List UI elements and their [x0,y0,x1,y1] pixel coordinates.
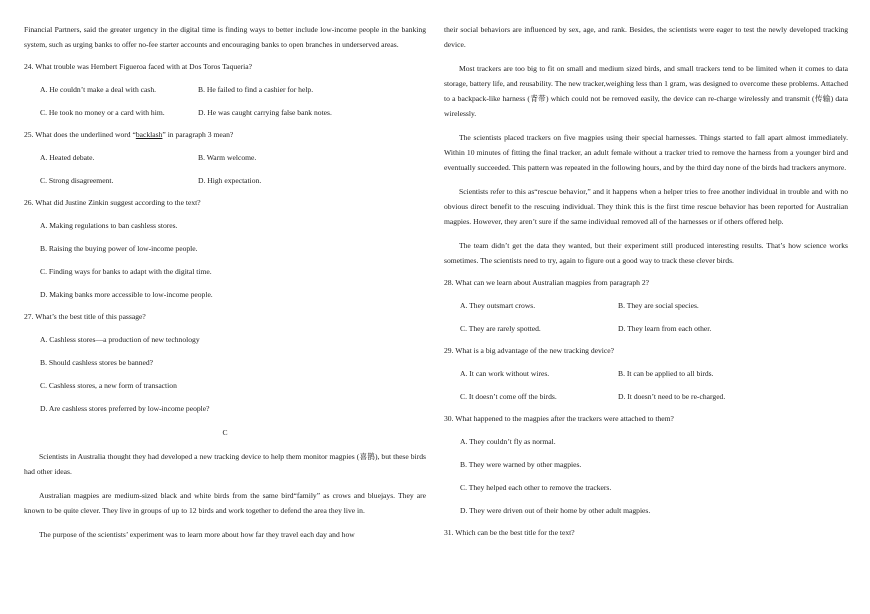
passage-c-paragraph-2: Australian magpies are medium-sized black and white birds from the same bird“family” as crows and bluejays. They are known to be quite clever. They live in groups of up to 12 birds and work together to defend the area they live in. [24,491,426,515]
q28-options-row-1 [444,298,848,313]
q30-option-a[interactable]: A. They couldn’t fly as normal. [460,437,556,446]
passage-c-paragraph-3-continued: their social behaviors are influenced by sex, age, and rank. Besides, the scientists were eager to test the newly developed tracking device. [444,25,848,49]
passage-c-paragraph-7: The team didn’t get the data they wanted, but their experiment still produced interesting results. That’s how science works sometimes. The scientists need to try, again to figure out a good way to track these clever birds. [444,241,848,265]
passage-c-paragraph-3: The purpose of the scientists’ experiment was to learn more about how far they travel each day and how [39,530,355,539]
q24-option-c[interactable]: C. He took no money or a card with him. [40,108,165,117]
q26-option-b[interactable]: B. Raising the buying power of low-income people. [40,244,198,253]
q25-option-c[interactable]: C. Strong disagreement. [40,176,114,185]
q30-option-b[interactable]: B. They were warned by other magpies. [460,460,582,469]
q25-options-row-2 [24,173,426,188]
q28-option-a[interactable]: A. They outsmart crows. [460,301,536,310]
q26-option-c[interactable]: C. Finding ways for banks to adapt with the digital time. [40,267,212,276]
q29-options-row-1 [444,366,848,381]
q25-options-row-1 [24,150,426,165]
q30-option-c[interactable]: C. They helped each other to remove the trackers. [460,483,612,492]
question-27: 27. What’s the best title of this passage? [24,312,146,321]
q30-option-d[interactable]: D. They were driven out of their home by other adult magpies. [460,506,651,515]
passage-c-paragraph-6: Scientists refer to this as“rescue behavior,” and it happens when a helper tries to free another individual in trouble and with no obvious direct benefit to the rescuing individual. They think this is the first time rescue behavior has been reported for Australian magpies. However, they aren’t sure if the same individual removed all of the harnesses or if others offered help. [444,187,848,226]
q28-option-c[interactable]: C. They are rarely spotted. [460,324,541,333]
q24-option-b[interactable]: B. He failed to find a cashier for help. [198,85,314,94]
q29-option-c[interactable]: C. It doesn’t come off the birds. [460,392,557,401]
intro-paragraph: Financial Partners, said the greater urgency in the digital time is finding ways to better include low-income people in the banking system, such as urging banks to offer no-fee starter accounts and encouraging banks to open branches in underserved areas. [24,25,426,49]
q29-options-row-2 [444,389,848,404]
q24-options-row-2 [24,105,426,120]
q24-option-a[interactable]: A. He couldn’t make a deal with cash. [40,85,157,94]
right-column [444,22,848,540]
question-26: 26. What did Justine Zinkin suggest according to the text? [24,198,201,207]
q24-option-d[interactable]: D. He was caught carrying false bank notes. [198,108,332,117]
q29-option-a[interactable]: A. It can work without wires. [460,369,550,378]
q24-options-row-1 [24,82,426,97]
passage-c-paragraph-4: Most trackers are too big to fit on small and medium sized birds, and small trackers tend to be limited when it comes to data storage, battery life, and reusability. The new tracker,weighing less than 1 gram, was designed to overcome these problems. Attached to a backpack-like harness (背带) which could not be removed easily, the device can re-charge wirelessly and transmit (传输) data wirelessly. [444,64,848,118]
passage-c-paragraph-1: Scientists in Australia thought they had developed a new tracking device to help them monitor magpies (喜鹊), but these birds had other ideas. [24,452,426,476]
q27-option-c[interactable]: C. Cashless stores, a new form of transaction [40,381,177,390]
question-28: 28. What can we learn about Australian magpies from paragraph 2? [444,278,650,287]
question-24: 24. What trouble was Hembert Figueroa faced with at Dos Toros Taqueria? [24,62,252,71]
question-30: 30. What happened to the magpies after the trackers were attached to them? [444,414,674,423]
q28-option-d[interactable]: D. They learn from each other. [618,324,712,333]
question-25: 25. What does the underlined word “backlash” in paragraph 3 mean? [24,130,234,139]
question-29: 29. What is a big advantage of the new tracking device? [444,346,615,355]
underlined-word: backlash [135,130,163,139]
passage-c-paragraph-5: The scientists placed trackers on five magpies using their special harnesses. Things started to fall apart almost immediately. Within 10 minutes of fitting the final tracker, an adult female without a tracker tried to remove the harness from a younger bird and eventually succeeded. This pattern was repeated in the following hours, and by the third day none of the birds had trackers anymore. [444,133,848,172]
q26-option-d[interactable]: D. Making banks more accessible to low-income people. [40,290,213,299]
q26-option-a[interactable]: A. Making regulations to ban cashless stores. [40,221,178,230]
q25-option-a[interactable]: A. Heated debate. [40,153,95,162]
q29-option-b[interactable]: B. It can be applied to all birds. [618,369,714,378]
q28-option-b[interactable]: B. They are social species. [618,301,699,310]
q25-option-b[interactable]: B. Warm welcome. [198,153,257,162]
question-31: 31. Which can be the best title for the text? [444,528,575,537]
q27-option-d[interactable]: D. Are cashless stores preferred by low-income people? [40,404,210,413]
q25-option-d[interactable]: D. High expectation. [198,176,262,185]
left-column [24,22,426,542]
q28-options-row-2 [444,321,848,336]
q27-option-b[interactable]: B. Should cashless stores be banned? [40,358,154,367]
section-heading: C [222,428,228,437]
q27-option-a[interactable]: A. Cashless stores—a production of new technology [40,335,200,344]
q29-option-d[interactable]: D. It doesn’t need to be re-charged. [618,392,726,401]
